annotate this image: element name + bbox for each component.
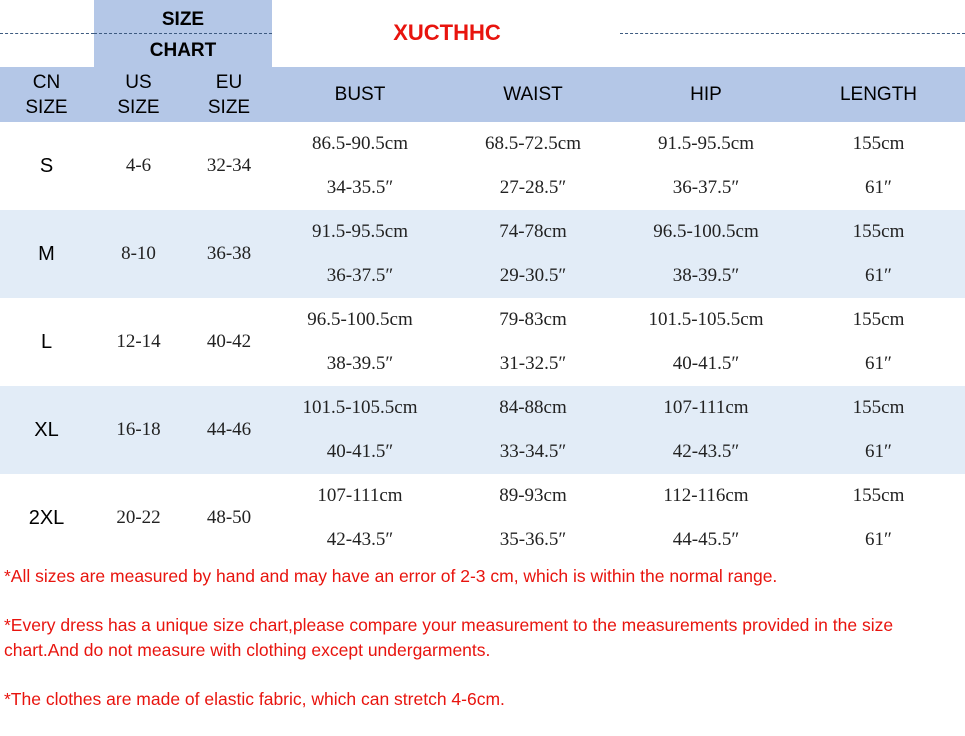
table-row <box>0 474 965 562</box>
cell-bust-stack <box>274 221 446 287</box>
waist-inch-value: 31-32.5″ <box>499 353 567 374</box>
cell-length <box>792 122 965 210</box>
cell-hip-stack <box>620 221 792 287</box>
table-row <box>0 122 965 210</box>
note-measurement-error: *All sizes are measured by hand and may have an error of 2-3 cm, which is within the normal range. <box>4 566 778 586</box>
bust-cm-value: 107-111cm <box>317 485 403 506</box>
bust-cm-value: 91.5-95.5cm <box>311 221 409 242</box>
cell-waist-stack <box>446 221 620 287</box>
cell-hip-stack <box>620 397 792 463</box>
cell-cn-size: 2XL <box>28 506 65 529</box>
cell-length <box>792 386 965 474</box>
cell-waist <box>446 474 620 562</box>
col-header-hip: HIP <box>690 84 722 105</box>
bust-inch-value: 42-43.5″ <box>326 529 394 550</box>
cell-waist-stack <box>446 485 620 551</box>
cell-eu-size: 32-34 <box>206 155 252 176</box>
cell-eu-size: 40-42 <box>206 331 252 352</box>
size-chart-title <box>94 0 272 68</box>
cell-cn-size: L <box>40 330 53 353</box>
bust-inch-value: 36-37.5″ <box>326 265 394 286</box>
waist-inch-value: 27-28.5″ <box>499 177 567 198</box>
cell-length-stack <box>792 309 965 375</box>
cell-cn-size: XL <box>34 418 59 441</box>
cell-us-size: 8-10 <box>121 243 156 264</box>
bust-inch-value: 34-35.5″ <box>326 177 394 198</box>
length-cm-value: 155cm <box>852 485 905 506</box>
cell-length-stack <box>792 485 965 551</box>
table-row <box>0 298 965 386</box>
hip-cm-value: 91.5-95.5cm <box>657 133 755 154</box>
bust-cm-value: 101.5-105.5cm <box>302 397 418 418</box>
bust-cm-value: 96.5-100.5cm <box>307 309 413 330</box>
length-inch-value: 61″ <box>865 177 892 198</box>
waist-cm-value: 74-78cm <box>499 221 567 242</box>
waist-cm-value: 89-93cm <box>499 485 567 506</box>
col-header-eu-size: EU SIZE <box>207 71 251 118</box>
title-line-size: SIZE <box>161 9 205 30</box>
title-line-chart: CHART <box>149 40 217 61</box>
hip-cm-value: 96.5-100.5cm <box>653 221 759 242</box>
cell-waist <box>446 122 620 210</box>
length-inch-value: 61″ <box>865 529 892 550</box>
cell-us-size: 12-14 <box>116 331 161 352</box>
length-inch-value: 61″ <box>865 265 892 286</box>
col-header-us-size: US SIZE <box>117 71 160 118</box>
length-cm-value: 155cm <box>852 221 905 242</box>
waist-cm-value: 84-88cm <box>499 397 567 418</box>
cell-bust <box>274 298 446 386</box>
hip-cm-value: 112-116cm <box>663 485 749 506</box>
cell-waist-stack <box>446 309 620 375</box>
cell-bust-stack <box>274 309 446 375</box>
table-row <box>0 386 965 474</box>
cell-us-size: 4-6 <box>125 155 152 176</box>
col-header-waist: WAIST <box>503 84 563 105</box>
cell-hip <box>620 474 792 562</box>
dashed-rule-title <box>94 33 272 34</box>
hip-cm-value: 101.5-105.5cm <box>648 309 764 330</box>
cell-waist-stack <box>446 397 620 463</box>
cell-bust-stack <box>274 485 446 551</box>
dashed-rule-right <box>620 33 965 34</box>
dashed-rule-left <box>0 33 94 34</box>
cell-bust <box>274 210 446 298</box>
cell-bust-stack <box>274 397 446 463</box>
cell-hip-stack <box>620 485 792 551</box>
cell-eu-size: 48-50 <box>206 507 252 528</box>
cell-length-stack <box>792 133 965 199</box>
col-header-cn-size: CN SIZE <box>25 71 68 118</box>
cell-length-stack <box>792 397 965 463</box>
length-cm-value: 155cm <box>852 133 905 154</box>
col-header-bust: BUST <box>334 84 386 105</box>
hip-inch-value: 38-39.5″ <box>672 265 740 286</box>
length-inch-value: 61″ <box>865 353 892 374</box>
cell-bust <box>274 386 446 474</box>
notes-section <box>4 564 964 736</box>
brand-name: XUCTHHC <box>393 20 501 45</box>
note-elastic-fabric: *The clothes are made of elastic fabric, which can stretch 4-6cm. <box>4 689 505 709</box>
bust-inch-value: 38-39.5″ <box>326 353 394 374</box>
col-header-length: LENGTH <box>839 84 918 105</box>
cell-eu-size: 36-38 <box>206 243 252 264</box>
cell-length <box>792 298 965 386</box>
table-header-row <box>0 67 965 122</box>
cell-waist <box>446 210 620 298</box>
hip-inch-value: 36-37.5″ <box>672 177 740 198</box>
hip-inch-value: 44-45.5″ <box>672 529 740 550</box>
cell-hip-stack <box>620 309 792 375</box>
waist-cm-value: 79-83cm <box>499 309 567 330</box>
waist-inch-value: 29-30.5″ <box>499 265 567 286</box>
cell-us-size: 16-18 <box>116 419 161 440</box>
cell-waist <box>446 386 620 474</box>
cell-hip <box>620 122 792 210</box>
waist-inch-value: 35-36.5″ <box>499 529 567 550</box>
waist-cm-value: 68.5-72.5cm <box>484 133 582 154</box>
table-row <box>0 210 965 298</box>
cell-bust-stack <box>274 133 446 199</box>
bust-cm-value: 86.5-90.5cm <box>311 133 409 154</box>
length-cm-value: 155cm <box>852 397 905 418</box>
hip-inch-value: 40-41.5″ <box>672 353 740 374</box>
waist-inch-value: 33-34.5″ <box>499 441 567 462</box>
cell-waist-stack <box>446 133 620 199</box>
cell-hip-stack <box>620 133 792 199</box>
cell-hip <box>620 298 792 386</box>
cell-waist <box>446 298 620 386</box>
cell-hip <box>620 210 792 298</box>
hip-inch-value: 42-43.5″ <box>672 441 740 462</box>
cell-length <box>792 210 965 298</box>
length-inch-value: 61″ <box>865 441 892 462</box>
bust-inch-value: 40-41.5″ <box>326 441 394 462</box>
cell-hip <box>620 386 792 474</box>
note-compare-measurements: *Every dress has a unique size chart,please compare your measurement to the measurements provided in the size chart.And do not measure with clothing except undergarments. <box>4 615 894 660</box>
cell-us-size: 20-22 <box>116 507 161 528</box>
cell-bust <box>274 474 446 562</box>
cell-cn-size: S <box>39 154 54 177</box>
cell-cn-size: M <box>38 242 55 265</box>
length-cm-value: 155cm <box>852 309 905 330</box>
cell-length-stack <box>792 221 965 287</box>
cell-eu-size: 44-46 <box>206 419 252 440</box>
cell-length <box>792 474 965 562</box>
size-table <box>0 67 965 562</box>
cell-bust <box>274 122 446 210</box>
hip-cm-value: 107-111cm <box>663 397 749 418</box>
